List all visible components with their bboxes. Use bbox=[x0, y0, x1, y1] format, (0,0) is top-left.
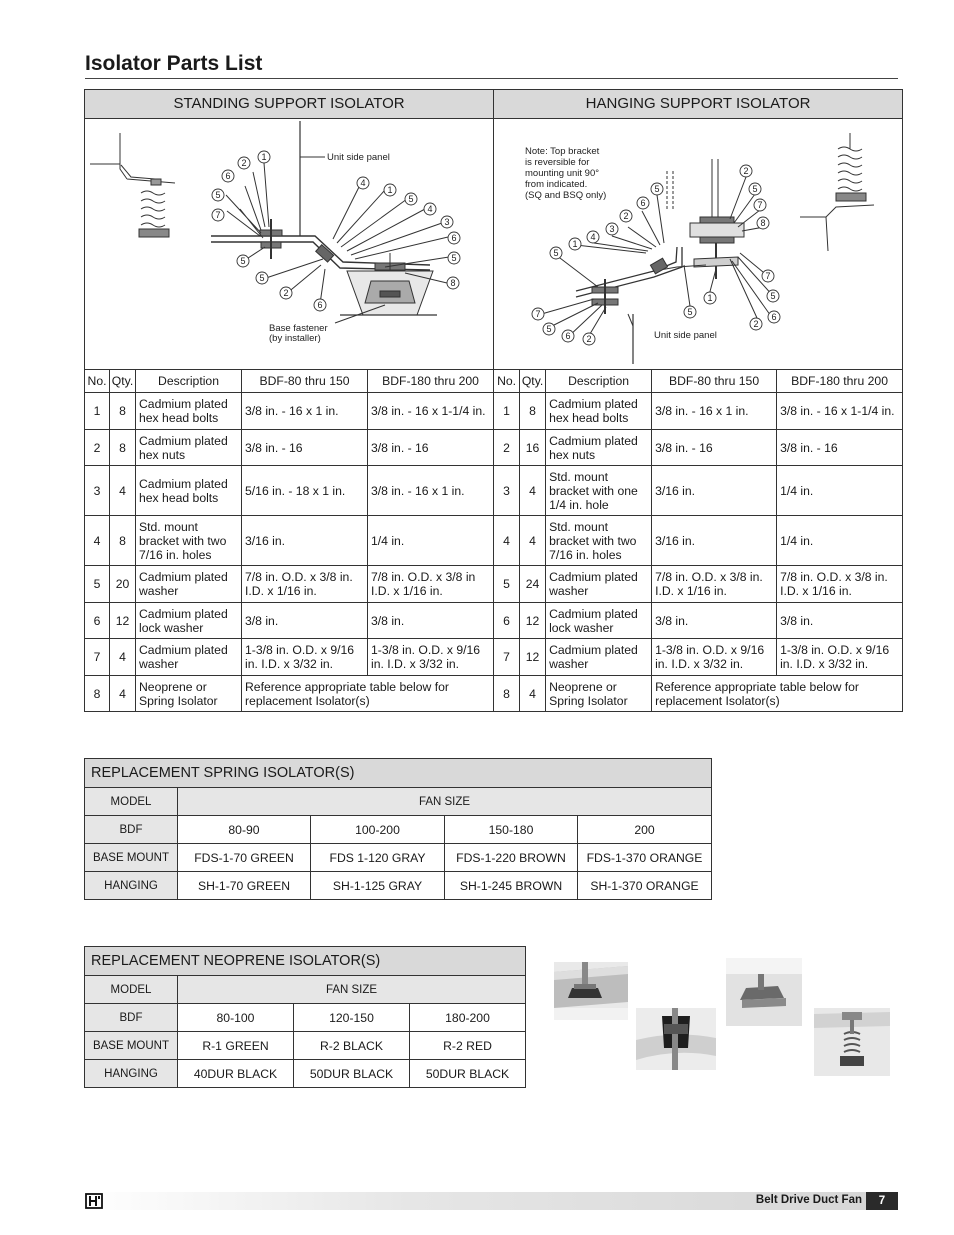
svg-text:3: 3 bbox=[444, 217, 450, 227]
part-size-80-150: 3/8 in. - 16 bbox=[652, 430, 777, 466]
svg-text:4: 4 bbox=[427, 204, 433, 214]
part-size-80-150: 3/16 in. bbox=[242, 516, 368, 566]
col-bdf-80-150: BDF-80 thru 150 bbox=[242, 370, 368, 393]
svg-text:3: 3 bbox=[609, 224, 615, 234]
table-cell: 50DUR BLACK bbox=[410, 1060, 526, 1088]
svg-text:2: 2 bbox=[623, 211, 629, 221]
part-qty: 4 bbox=[520, 516, 546, 566]
spring-hanging-photo bbox=[814, 1008, 890, 1076]
part-description: Cadmium plated hex nuts bbox=[546, 430, 652, 466]
part-qty: 4 bbox=[110, 639, 136, 676]
part-no: 1 bbox=[85, 393, 110, 430]
table-cell: SH-1-125 GRAY bbox=[311, 872, 445, 900]
greenheck-logo-icon bbox=[85, 1193, 103, 1209]
note-line-3: mounting unit 90° bbox=[525, 168, 600, 179]
title-rule bbox=[85, 78, 898, 79]
part-size-180-200: 1/4 in. bbox=[777, 516, 903, 566]
part-no: 7 bbox=[85, 639, 110, 676]
svg-text:2: 2 bbox=[586, 334, 592, 344]
part-no: 3 bbox=[494, 466, 520, 516]
part-qty: 8 bbox=[110, 393, 136, 430]
table-row bbox=[85, 1032, 526, 1060]
part-qty: 12 bbox=[110, 603, 136, 639]
table-row bbox=[85, 566, 903, 603]
unit-side-panel-label: Unit side panel bbox=[327, 152, 390, 163]
part-no: 5 bbox=[494, 566, 520, 603]
footer-doc-title: Belt Drive Duct Fan bbox=[755, 1194, 862, 1206]
row-label: HANGING bbox=[85, 872, 178, 900]
svg-text:5: 5 bbox=[259, 273, 265, 283]
table-cell: FDS 1-120 GRAY bbox=[311, 844, 445, 872]
part-description: Cadmium plated hex nuts bbox=[136, 430, 242, 466]
svg-text:7: 7 bbox=[215, 210, 221, 220]
svg-text:8: 8 bbox=[760, 218, 766, 228]
svg-text:7: 7 bbox=[535, 309, 541, 319]
note-line-1: Note: Top bracket bbox=[525, 146, 600, 157]
part-size-180-200: 7/8 in. O.D. x 3/8 in I.D. x 1/16 in. bbox=[368, 566, 494, 603]
part-no: 1 bbox=[494, 393, 520, 430]
table-cell: 40DUR BLACK bbox=[178, 1060, 294, 1088]
part-qty: 16 bbox=[520, 430, 546, 466]
part-size-180-200: 3/8 in. - 16 bbox=[777, 430, 903, 466]
svg-text:4: 4 bbox=[360, 178, 366, 188]
page-number: 7 bbox=[866, 1192, 898, 1210]
table-cell: 100-200 bbox=[311, 816, 445, 844]
part-description: Cadmium plated washer bbox=[546, 639, 652, 676]
neoprene-hanging-photo bbox=[636, 1008, 716, 1070]
col-bdf-80-150: BDF-80 thru 150 bbox=[652, 370, 777, 393]
table-cell: 200 bbox=[578, 816, 712, 844]
part-size-180-200: 3/8 in. bbox=[777, 603, 903, 639]
table-row bbox=[85, 430, 903, 466]
part-size-80-150: 5/16 in. - 18 x 1 in. bbox=[242, 466, 368, 516]
table-row bbox=[85, 466, 903, 516]
svg-text:4: 4 bbox=[590, 232, 596, 242]
part-no: 2 bbox=[494, 430, 520, 466]
svg-text:2: 2 bbox=[743, 166, 749, 176]
table-cell: SH-1-70 GREEN bbox=[178, 872, 311, 900]
table-row bbox=[85, 393, 903, 430]
model-label: MODEL bbox=[85, 976, 178, 1004]
base-fastener-note: (by installer) bbox=[269, 333, 321, 344]
table-cell: FDS-1-70 GREEN bbox=[178, 844, 311, 872]
row-label: BASE MOUNT bbox=[85, 844, 178, 872]
table-cell: SH-1-370 ORANGE bbox=[578, 872, 712, 900]
table-cell: R-1 GREEN bbox=[178, 1032, 294, 1060]
table-cell: FDS-1-220 BROWN bbox=[445, 844, 578, 872]
part-size-180-200: 3/8 in. bbox=[368, 603, 494, 639]
col-description: Description bbox=[546, 370, 652, 393]
part-size-80-150: 3/8 in. - 16 x 1 in. bbox=[652, 393, 777, 430]
part-no: 6 bbox=[494, 603, 520, 639]
table-row bbox=[85, 844, 712, 872]
part-qty: 8 bbox=[110, 430, 136, 466]
col-description: Description bbox=[136, 370, 242, 393]
svg-text:5: 5 bbox=[752, 184, 758, 194]
col-no: No. bbox=[494, 370, 520, 393]
table-row bbox=[85, 676, 903, 712]
svg-text:5: 5 bbox=[687, 307, 693, 317]
table-cell: 150-180 bbox=[445, 816, 578, 844]
svg-text:5: 5 bbox=[451, 253, 457, 263]
row-label: BDF bbox=[85, 1004, 178, 1032]
part-qty: 4 bbox=[110, 676, 136, 712]
col-qty: Qty. bbox=[520, 370, 546, 393]
svg-text:6: 6 bbox=[451, 233, 457, 243]
table-cell: SH-1-245 BROWN bbox=[445, 872, 578, 900]
neoprene-table-title: REPLACEMENT NEOPRENE ISOLATOR(S) bbox=[85, 947, 526, 976]
svg-text:7: 7 bbox=[765, 271, 771, 281]
part-qty: 12 bbox=[520, 603, 546, 639]
unit-side-panel-label: Unit side panel bbox=[654, 330, 717, 341]
table-row bbox=[85, 816, 712, 844]
isolator-parts-table bbox=[84, 89, 903, 712]
spring-base-mount-photo bbox=[726, 958, 802, 1026]
svg-text:1: 1 bbox=[707, 293, 713, 303]
part-no: 7 bbox=[494, 639, 520, 676]
standing-section-heading: STANDING SUPPORT ISOLATOR bbox=[85, 90, 494, 119]
svg-text:8: 8 bbox=[450, 278, 456, 288]
part-no: 8 bbox=[494, 676, 520, 712]
part-size-80-150: 1-3/8 in. O.D. x 9/16 in. I.D. x 3/32 in. bbox=[652, 639, 777, 676]
part-size-80-150: 1-3/8 in. O.D. x 9/16 in. I.D. x 3/32 in. bbox=[242, 639, 368, 676]
fan-size-label: FAN SIZE bbox=[178, 976, 526, 1004]
svg-text:5: 5 bbox=[408, 194, 414, 204]
part-description: Cadmium plated washer bbox=[136, 566, 242, 603]
table-row bbox=[85, 516, 903, 566]
part-qty: 8 bbox=[110, 516, 136, 566]
page-title: Isolator Parts List bbox=[85, 52, 263, 75]
part-no: 5 bbox=[85, 566, 110, 603]
col-no: No. bbox=[85, 370, 110, 393]
part-description: Neoprene or Spring Isolator bbox=[136, 676, 242, 712]
svg-text:1: 1 bbox=[261, 152, 267, 162]
part-description: Cadmium plated lock washer bbox=[136, 603, 242, 639]
part-size-80-150: 3/8 in. - 16 bbox=[242, 430, 368, 466]
svg-text:7: 7 bbox=[757, 200, 763, 210]
part-qty: 8 bbox=[520, 393, 546, 430]
svg-text:5: 5 bbox=[240, 256, 246, 266]
part-size-80-150: 7/8 in. O.D. x 3/8 in. I.D. x 1/16 in. bbox=[242, 566, 368, 603]
table-cell: FDS-1-370 ORANGE bbox=[578, 844, 712, 872]
svg-text:5: 5 bbox=[553, 248, 559, 258]
part-size-180-200: 7/8 in. O.D. x 3/8 in. I.D. x 1/16 in. bbox=[777, 566, 903, 603]
base-fastener-label: Base fastener bbox=[269, 323, 328, 334]
part-size-180-200: 1/4 in. bbox=[368, 516, 494, 566]
replacement-neoprene-table bbox=[84, 946, 526, 1088]
part-no: 3 bbox=[85, 466, 110, 516]
svg-text:2: 2 bbox=[283, 288, 289, 298]
svg-text:6: 6 bbox=[771, 312, 777, 322]
row-label: BDF bbox=[85, 816, 178, 844]
table-cell: 180-200 bbox=[410, 1004, 526, 1032]
row-label: BASE MOUNT bbox=[85, 1032, 178, 1060]
part-no: 2 bbox=[85, 430, 110, 466]
svg-text:5: 5 bbox=[770, 291, 776, 301]
part-no: 4 bbox=[494, 516, 520, 566]
table-cell: 80-100 bbox=[178, 1004, 294, 1032]
svg-text:1: 1 bbox=[387, 185, 393, 195]
part-qty: 20 bbox=[110, 566, 136, 603]
part-description: Cadmium plated washer bbox=[546, 566, 652, 603]
part-size-80-150: 3/16 in. bbox=[652, 516, 777, 566]
part-size-180-200: 1-3/8 in. O.D. x 9/16 in. I.D. x 3/32 in. bbox=[368, 639, 494, 676]
row-label: HANGING bbox=[85, 1060, 178, 1088]
part-qty: 4 bbox=[520, 466, 546, 516]
svg-text:1: 1 bbox=[572, 239, 578, 249]
part-description: Neoprene or Spring Isolator bbox=[546, 676, 652, 712]
part-size-180-200: 3/8 in. - 16 bbox=[368, 430, 494, 466]
part-description: Std. mount bracket with two 7/16 in. holes bbox=[136, 516, 242, 566]
part-size-180-200: 3/8 in. - 16 x 1-1/4 in. bbox=[777, 393, 903, 430]
part-no: 6 bbox=[85, 603, 110, 639]
svg-text:6: 6 bbox=[225, 171, 231, 181]
svg-text:2: 2 bbox=[753, 319, 759, 329]
spring-table-title: REPLACEMENT SPRING ISOLATOR(S) bbox=[85, 759, 712, 788]
table-row bbox=[85, 639, 903, 676]
part-size-180-200: 1-3/8 in. O.D. x 9/16 in. I.D. x 3/32 in. bbox=[777, 639, 903, 676]
table-cell: 120-150 bbox=[294, 1004, 410, 1032]
fan-size-label: FAN SIZE bbox=[178, 788, 712, 816]
svg-text:5: 5 bbox=[546, 324, 552, 334]
svg-text:5: 5 bbox=[215, 190, 221, 200]
col-qty: Qty. bbox=[110, 370, 136, 393]
table-cell: R-2 RED bbox=[410, 1032, 526, 1060]
part-qty: 4 bbox=[520, 676, 546, 712]
table-row bbox=[85, 872, 712, 900]
part-description: Std. mount bracket with two 7/16 in. holes bbox=[546, 516, 652, 566]
svg-text:2: 2 bbox=[241, 158, 247, 168]
part-description: Cadmium plated lock washer bbox=[546, 603, 652, 639]
hanging-isolator-diagram bbox=[494, 119, 903, 370]
part-size-80-150: 3/8 in. bbox=[652, 603, 777, 639]
note-line-5: (SQ and BSQ only) bbox=[525, 190, 607, 201]
col-bdf-180-200: BDF-180 thru 200 bbox=[368, 370, 494, 393]
col-bdf-180-200: BDF-180 thru 200 bbox=[777, 370, 903, 393]
part-qty: 12 bbox=[520, 639, 546, 676]
table-row bbox=[85, 603, 903, 639]
part-description: Std. mount bracket with one 1/4 in. hole bbox=[546, 466, 652, 516]
table-row bbox=[85, 1004, 526, 1032]
part-qty: 24 bbox=[520, 566, 546, 603]
replacement-spring-table bbox=[84, 758, 712, 900]
note-line-2: is reversible for bbox=[525, 157, 590, 168]
table-cell: R-2 BLACK bbox=[294, 1032, 410, 1060]
table-cell: 80-90 bbox=[178, 816, 311, 844]
table-cell: 50DUR BLACK bbox=[294, 1060, 410, 1088]
part-size-80-150: 3/8 in. - 16 x 1 in. bbox=[242, 393, 368, 430]
standing-isolator-diagram bbox=[85, 119, 494, 370]
part-no: 4 bbox=[85, 516, 110, 566]
svg-text:6: 6 bbox=[640, 198, 646, 208]
part-size-180-200: 3/8 in. - 16 x 1 in. bbox=[368, 466, 494, 516]
part-size-180-200: 3/8 in. - 16 x 1-1/4 in. bbox=[368, 393, 494, 430]
part-size-180-200: 1/4 in. bbox=[777, 466, 903, 516]
hanging-section-heading: HANGING SUPPORT ISOLATOR bbox=[494, 90, 903, 119]
svg-text:5: 5 bbox=[654, 184, 660, 194]
part-reference-note: Reference appropriate table below for replacement Isolator(s) bbox=[242, 676, 494, 712]
note-line-4: from indicated. bbox=[525, 179, 588, 190]
part-description: Cadmium plated hex head bolts bbox=[546, 393, 652, 430]
part-description: Cadmium plated hex head bolts bbox=[136, 466, 242, 516]
table-row bbox=[85, 1060, 526, 1088]
part-description: Cadmium plated hex head bolts bbox=[136, 393, 242, 430]
part-description: Cadmium plated washer bbox=[136, 639, 242, 676]
svg-text:6: 6 bbox=[317, 300, 323, 310]
part-reference-note: Reference appropriate table below for replacement Isolator(s) bbox=[652, 676, 903, 712]
svg-text:6: 6 bbox=[565, 331, 571, 341]
part-no: 8 bbox=[85, 676, 110, 712]
model-label: MODEL bbox=[85, 788, 178, 816]
neoprene-base-mount-photo bbox=[554, 962, 628, 1020]
part-size-80-150: 3/16 in. bbox=[652, 466, 777, 516]
part-size-80-150: 3/8 in. bbox=[242, 603, 368, 639]
part-size-80-150: 7/8 in. O.D. x 3/8 in. I.D. x 1/16 in. bbox=[652, 566, 777, 603]
part-qty: 4 bbox=[110, 466, 136, 516]
